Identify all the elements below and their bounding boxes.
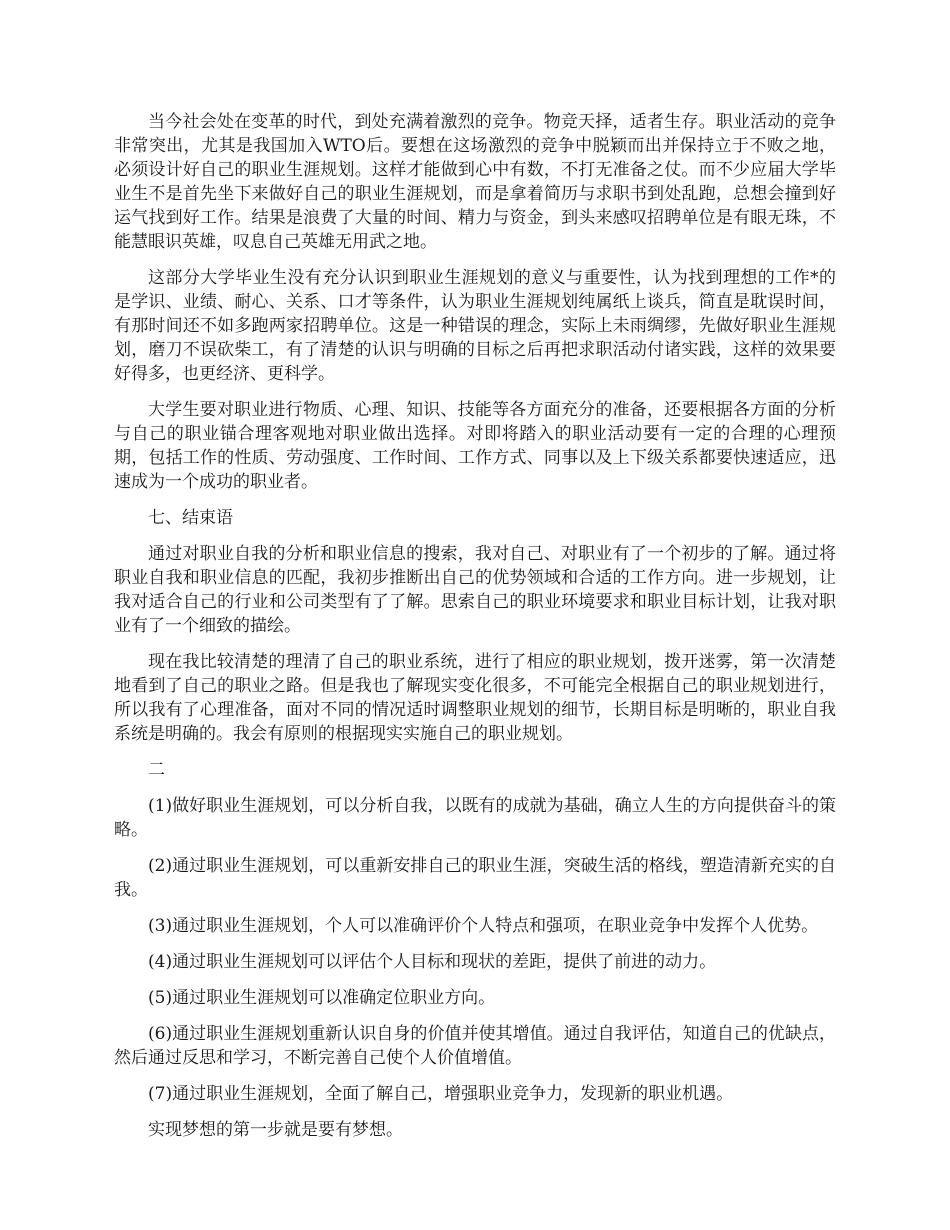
paragraph-closing: 实现梦想的第一步就是要有梦想。 xyxy=(148,1120,403,1140)
list-item-1: (1)做好职业生涯规划，可以分析自我，以既有的成就为基础，确立人生的方向提供奋斗的策略。 xyxy=(114,796,836,840)
list-item-3: (3)通过职业生涯规划，个人可以准确评价个人特点和强项，在职业竞争中发挥个人优势。 xyxy=(148,916,819,936)
section-heading-conclusion: 七、结束语 xyxy=(148,508,233,528)
list-item-4: (4)通过职业生涯规划可以评估个人目标和现状的差距，提供了前进的动力。 xyxy=(148,952,717,972)
paragraph-intro: 当今社会处在变革的时代，到处充满着激烈的竞争。物竞天择，适者生存。职业活动的竞争非常突出，尤其是我国加入WTO后。要想在这场激烈的竞争中脱颖而出并保持立于不败之地，必须设计好自己的职业生涯规划。这样才能做到心中有数，不打无准备之仗。而不少应届大学毕业生不是首先坐下来做好自己的职业生涯规划，而是拿着简历与求职书到处乱跑，总想会撞到好运气找到好工作。结果是浪费了大量的时间、精力与资金，到头来感叹招聘单位是有眼无珠，不能慧眼识英雄，叹息自己英雄无用武之地。 xyxy=(114,112,836,252)
paragraph-conclusion-2: 现在我比较清楚的理清了自己的职业系统，进行了相应的职业规划，拨开迷雾，第一次清楚地看到了自己的职业之路。但是我也了解现实变化很多，不可能完全根据自己的职业规划进行，所以我有了心理准备，面对不同的情况适时调整职业规划的细节，长期目标是明晰的，职业自我系统是明确的。我会有原则的根据现实实施自己的职业规划。 xyxy=(114,652,836,744)
document-body xyxy=(114,110,836,1154)
paragraph-misconception: 这部分大学毕业生没有充分认识到职业生涯规划的意义与重要性，认为找到理想的工作*的是学识、业绩、耐心、关系、口才等条件，认为职业生涯规划纯属纸上谈兵，简直是耽误时间，有那时间还不如多跑两家招聘单位。这是一种错误的理念，实际上未雨绸缪，先做好职业生涯规划，磨刀不误砍柴工，有了清楚的认识与明确的目标之后再把求职活动付诸实践，这样的效果要好得多，也更经济、更科学。 xyxy=(114,268,836,384)
paragraph-conclusion-1: 通过对职业自我的分析和职业信息的搜索，我对自己、对职业有了一个初步的了解。通过将职业自我和职业信息的匹配，我初步推断出自己的优势领域和合适的工作方向。进一步规划，让我对适合自己的行业和公司类型有了了解。思索自己的职业环境要求和职业目标计划，让我对职业有了一个细致的描绘。 xyxy=(114,544,836,636)
list-item-5: (5)通过职业生涯规划可以准确定位职业方向。 xyxy=(148,988,496,1008)
list-item-7: (7)通过职业生涯规划，全面了解自己，增强职业竞争力，发现新的职业机遇。 xyxy=(148,1084,734,1104)
paragraph-preparation: 大学生要对职业进行物质、心理、知识、技能等各方面充分的准备，还要根据各方面的分析与自己的职业锚合理客观地对职业做出选择。对即将踏入的职业活动要有一定的合理的心理预期，包括工作的性质、劳动强度、工作时间、工作方式、同事以及上下级关系都要快速适应，迅速成为一个成功的职业者。 xyxy=(114,400,836,492)
list-item-6: (6)通过职业生涯规划重新认识自身的价值并使其增值。通过自我评估，知道自己的优缺点，然后通过反思和学习，不断完善自己使个人价值增值。 xyxy=(114,1024,836,1068)
section-heading-two: 二 xyxy=(148,760,165,780)
list-item-2: (2)通过职业生涯规划，可以重新安排自己的职业生涯，突破生活的格线，塑造清新充实的自我。 xyxy=(114,856,836,900)
